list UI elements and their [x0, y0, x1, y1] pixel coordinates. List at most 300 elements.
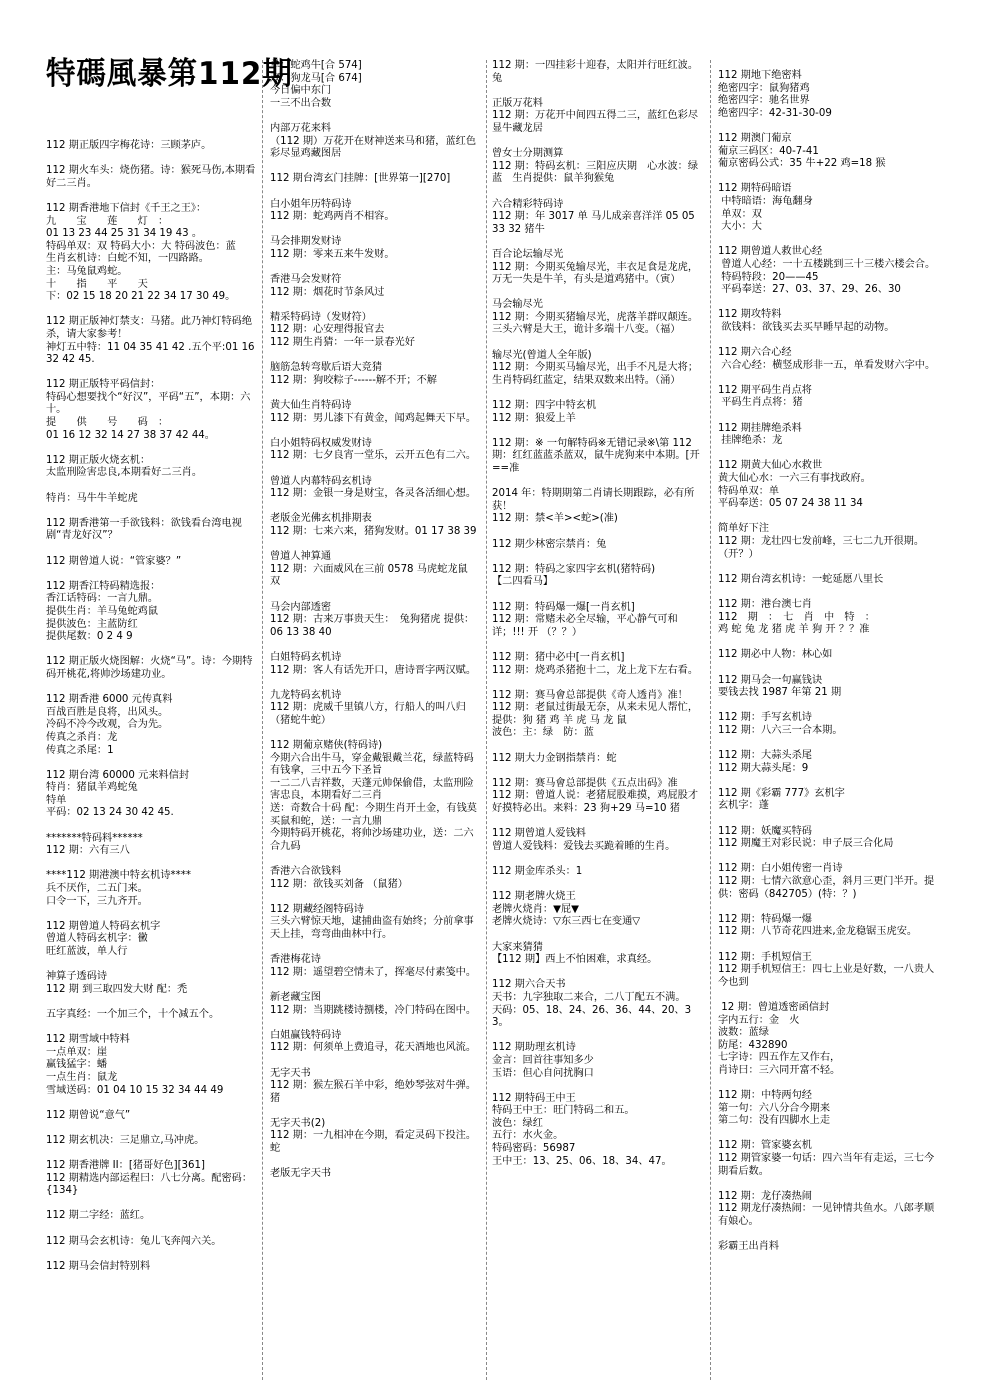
text-line: 112 期：当期跳楼诗捌楼，冷门特码在图中。 [270, 1004, 477, 1016]
text-line: 九龙特码玄机诗 [270, 689, 342, 701]
paragraph-gap [46, 442, 256, 455]
text-line: 112 期香江特码精选报： [46, 580, 161, 592]
text-line: 正版万花料 [492, 97, 543, 109]
text-line: 112 期：常赌未必全尽输，平心静气可和详；!!! 开 （？？） [492, 614, 678, 638]
text-line: 112 期正版四字梅花诗：三顾茅庐。 [46, 140, 212, 151]
text-line: 九 宝 莲 灯 ： [46, 215, 169, 227]
text-line: 要钱去找 1987 年第 21 期 [718, 687, 842, 699]
text-line: 01 16 12 32 14 27 38 37 42 44。 [46, 429, 215, 441]
paragraph-gap [270, 979, 480, 992]
text-line: 112 期：龙仔凑热闹 [718, 1190, 812, 1202]
text-line: 老版金光佛玄机排期表 [270, 513, 372, 525]
text-line: 绝密四字：42-31-30-09 [718, 107, 832, 119]
paragraph-gap [270, 639, 480, 652]
paragraph-gap [492, 287, 704, 300]
text-line: 112 期正版特平码信封： [46, 379, 161, 391]
paragraph-gap [492, 85, 704, 98]
text-line: 老牌火烧诗：▽东三西七在变通▽ [492, 916, 641, 928]
text-line: 112 期：妖魔买特码 [718, 825, 812, 837]
text-line: 112 期：一四挂彩十迎春，太阳并行旺红波。兔 [492, 60, 699, 84]
paragraph-gap [492, 589, 704, 602]
paragraph-gap [718, 448, 940, 461]
text-line: 兵不厌作，二五门来。 [46, 883, 148, 895]
text-line: 冷码不冷今改观，合为先。 [46, 719, 169, 731]
text-line: 112 期曾道人救世心经 [718, 246, 823, 258]
paragraph-gap [718, 700, 940, 713]
text-line: 112 期老牌火烧王 [492, 891, 576, 903]
paragraph-gap [46, 1248, 256, 1261]
paragraph-gap [270, 501, 480, 514]
paragraph-gap [718, 410, 940, 423]
text-line: 112 期曾道人爱钱料 [492, 828, 586, 840]
text-line: 下：02 15 18 20 21 22 34 17 30 49。 [46, 291, 236, 303]
text-line: 传真之杀尾：1 [46, 744, 114, 756]
paragraph-gap [718, 1128, 940, 1141]
text-line: 112 期：客人有话先开口，唐诗晋字两汉赋。 [270, 664, 477, 676]
text-line: 提供生肖：羊马兔蛇鸡鼠 [46, 605, 159, 617]
text-line: 112 期玄机决：三足鼎立,马冲虎。 [46, 1134, 205, 1146]
paragraph-gap [46, 1223, 256, 1236]
text-line: 112 期手机短信王：四七上业是好数，一八贵人今也到 [718, 964, 935, 988]
text-line: 马会排期发财诗 [270, 236, 342, 248]
paragraph-gap [718, 1178, 940, 1191]
text-line: 一点单双：崖 [46, 1046, 108, 1058]
text-line: 112 期特码王中王 [492, 1092, 576, 1104]
text-line: 112 期雪域中特料 [46, 1034, 130, 1046]
text-line: 今期特码开桃花，将帅沙场建功业，送：二六合九码 [270, 828, 474, 852]
text-line: 112 期：大蒜头杀尾 [718, 750, 812, 762]
paragraph-gap [718, 813, 940, 826]
text-line: 葡京三码区：40-7-41 [718, 145, 819, 157]
paragraph-gap [46, 757, 256, 770]
paragraph-gap [46, 1097, 256, 1110]
text-line: 【二四看马】 [492, 576, 554, 588]
paragraph-gap [718, 511, 940, 524]
text-line: 三头六臂惊天地，逮捕曲盗有始终；分前拿事天上挂，弯弯曲曲林中行。 [270, 916, 474, 940]
paragraph-gap [270, 262, 480, 275]
text-line: 第二句：没有四脚水上走 [718, 1115, 831, 1127]
text-line: 平码生肖点将：猪 [718, 397, 803, 409]
text-line: 特码单双：双 特码大小：大 特码波色：蓝 [46, 240, 236, 252]
text-line: 112 期：四字中特玄机 [492, 400, 597, 412]
text-line: 112 期藏经阁特码诗 [270, 903, 364, 915]
paragraph-gap [270, 161, 480, 174]
paragraph-gap [270, 1105, 480, 1118]
text-line: 特码特段：20——45 [718, 271, 819, 283]
text-line: 黄大仙生肖特码诗 [270, 400, 352, 412]
paragraph-gap [718, 662, 940, 675]
text-line: 六合心经：横竖成形非一五，单看发财六字中。 [718, 359, 936, 371]
text-line: 特码心想要找个“好汉”，平码“五”，本期：六十。 [46, 391, 251, 416]
text-line: 112 期：禁<羊><蛇>(准) [492, 513, 618, 525]
text-line: 送：奇数合十码 配：今期生肖开土金，有钱莫买鼠和蛇，送：一言九鼎 [270, 803, 477, 827]
text-line: 提供波色：主蓝防红 [46, 618, 138, 630]
text-line: 112 期：今期买马输尽光，出手不凡是大将；生肖特码红蓝定，结果双数来出特。（涌） [492, 362, 699, 386]
paragraph-gap [270, 387, 480, 400]
paragraph-gap [492, 425, 704, 438]
text-line: 112 期攻特料 [718, 309, 782, 321]
paragraph-gap [718, 120, 940, 133]
text-line: 黄大仙心水：一六三有事找政府。 [718, 473, 871, 484]
text-line: 提 供 号 码 ： [46, 417, 169, 429]
text-line: 香江话特码：一言九鼎。 [46, 593, 159, 605]
paragraph-gap [718, 737, 940, 750]
text-line: 112 期必中人物：林心如 [718, 649, 833, 661]
paragraph-gap [492, 337, 704, 350]
text-line: 单双：双 [718, 208, 762, 220]
text-line: 一点生肖：鼠龙 [46, 1071, 118, 1083]
text-line: 12 期：曾道透密函信封 [718, 1001, 830, 1013]
paragraph-gap [718, 561, 940, 574]
text-line: 112 期马会一句赢钱诀 [718, 674, 823, 686]
text-line: 112 期：万花开中间四五得二三，蓝红色彩尽显牛藏龙居 [492, 110, 699, 134]
text-line: 112 期：今期买兔输尽光，丰衣足食是龙虎，万无一失是牛羊，有头是道鸡猪中。（寅） [492, 261, 699, 286]
paragraph-gap [718, 1229, 940, 1242]
paragraph-gap [46, 1148, 256, 1161]
text-line: 112 期：猴左猴石羊中彩，绝妙琴弦对牛弹。 猪 [270, 1080, 482, 1104]
paragraph-gap [718, 297, 940, 310]
text-line: 平码奉送：27、03、37、29、26、30 [718, 284, 901, 296]
paragraph-gap [46, 959, 256, 972]
paragraph-gap [492, 1080, 704, 1093]
text-line: 112 期生肖猜：一年一景春光好 [270, 337, 415, 349]
text-line: 112 期：赛马會总部提供《奇人透肖》准！ [492, 689, 688, 701]
text-line: 112 期：七夕良宵一堂乐，云开五色有二六。 [270, 450, 477, 462]
text-line: 彩霸王出肖料 [718, 1241, 780, 1253]
paragraph-gap [46, 1122, 256, 1135]
text-line: ****112 期港澳中特玄机诗**** [46, 870, 191, 882]
text-line: 简单好下注 [718, 523, 769, 535]
paragraph-gap [718, 586, 940, 599]
text-line: 112 期正版神灯禁支：马猪。此乃神灯特码绝杀，请大家参考！ [46, 316, 253, 340]
text-line: 十 指 平 天 [46, 278, 148, 290]
paragraph-gap [492, 526, 704, 539]
text-line: 112 期曾说“意气” [46, 1109, 131, 1121]
text-line: 特肖：马牛牛羊蛇虎 [46, 492, 138, 504]
text-line: 挂牌绝杀：龙 [718, 435, 783, 447]
text-line: 112 期：特码爆一爆 [718, 913, 812, 925]
column-3 [492, 60, 704, 1385]
text-line: 香港梅花诗 [270, 954, 321, 966]
text-line: 112 期：港台澳七肖 [718, 598, 812, 610]
text-line: 112 期二字经：蓝红。 [46, 1210, 151, 1222]
text-line: 112 期挂牌绝杀料 [718, 422, 802, 434]
text-line: 生肖玄机诗：白蛇不知，一四路路。 [46, 253, 209, 265]
text-line: 112 期：狼爱上羊 [492, 412, 576, 424]
text-line: 曾道人内幕特码玄机诗 [270, 475, 372, 487]
paragraph-gap [492, 677, 704, 690]
text-line: 112 期：烧鸡杀猪抱十二，龙上龙下左右看。 [492, 664, 699, 676]
paragraph-gap [492, 551, 704, 564]
text-line: 112 期：虎威千里镇八方，行船人的叫八归（猪蛇牛蛇） [270, 702, 466, 726]
text-line: 香港马会发财符 [270, 274, 342, 286]
text-line: 112 期：一九相冲在今期，看定灵码下投注。蛇 [270, 1130, 477, 1155]
text-line: 112 期：七情六欲意心歪，斜月三更门半开。提供：密码（842705）(特：？) [718, 876, 935, 900]
text-line: 112 期葡京赌侠(特码诗) [270, 740, 383, 752]
text-line: 2014 年：特期期第二肖请长期跟踪，必有所获！ [492, 488, 695, 512]
text-line: 口令一下，三九齐开。 [46, 895, 148, 907]
text-line: 赢钱猛字：蟠 [46, 1059, 108, 1071]
text-line: 01 13 23 44 25 31 34 19 43 。 [46, 228, 203, 240]
paragraph-gap [46, 505, 256, 518]
paragraph-gap [46, 682, 256, 695]
text-line: 单：蛇鸡牛[合 574] [270, 60, 362, 71]
text-line: 白姐赢钱特码诗 [270, 1029, 342, 1041]
text-line: 主：马兔鼠鸡蛇。 [46, 265, 128, 277]
text-line: 五字真经：一个加三个，十个减五个。 [46, 1008, 220, 1020]
text-line: 特码单双：单 [718, 485, 780, 497]
column-divider [710, 60, 711, 1380]
text-line: 白姐特码玄机诗 [270, 651, 342, 663]
text-line: 白小姐特码权威发财诗 [270, 437, 372, 449]
text-line: 112 期：白小姐传密一肖诗 [718, 863, 843, 875]
text-line: 百战百胜是良将，出风头。 [46, 706, 169, 718]
text-line: 一三不出合数 [270, 97, 332, 109]
paragraph-gap [718, 334, 940, 347]
paragraph-gap [270, 589, 480, 602]
text-line: 天书：九字独取二来合，二八丁配五不满。 [492, 991, 686, 1003]
text-line: 112 期六合天书 [492, 979, 566, 991]
text-line: 香港六合欲钱料 [270, 866, 342, 877]
text-line: 112 期《彩霸 777》玄机字 [718, 787, 845, 799]
text-line: 112 期澳门葡京 [718, 132, 792, 144]
text-line: 112 期助理玄机诗 [492, 1042, 576, 1054]
text-line: 曾女士分期测算 [492, 148, 564, 160]
paragraph-gap [718, 901, 940, 914]
text-line: 112 期：男儿漆下有黄金，闻鸡起舞天下早。 [270, 412, 477, 424]
text-line: 新老藏宝图 [270, 991, 321, 1003]
paragraph-gap [492, 853, 704, 866]
paragraph-gap [46, 1198, 256, 1211]
text-line: 玉语：但心自问扰胸口 [492, 1067, 594, 1079]
text-line: 金言：回首往事知多少 [492, 1054, 594, 1066]
text-line: 特码王中王：旺门特码二和五。 [492, 1105, 635, 1117]
paragraph-gap [718, 372, 940, 385]
text-line: 112 期：特码之家四字玄机(猪特码) [492, 563, 656, 575]
paragraph-gap [492, 476, 704, 489]
text-line: 112 期地下绝密料 [718, 70, 802, 81]
text-line: 马会输尽光 [492, 299, 543, 311]
text-line: 传真之杀肖：龙 [46, 731, 118, 743]
paragraph-gap [492, 740, 704, 753]
text-line: 112 期香港第一手欲钱料：欲钱看台湾电视剧“青龙好汉”？ [46, 517, 242, 542]
text-line: 112 期：七来六来，猪狗发财。01 17 38 39 [270, 525, 477, 537]
text-line: 双：狗龙马[合 674] [270, 72, 362, 84]
text-line: 112 期：特码爆一爆[一肖玄机] [492, 601, 635, 613]
text-line: 112 期正版火烧图解：火烧“马”。诗：今期特码开桃花,将帅沙场建功业。 [46, 656, 253, 680]
text-line: 112 期曾道人特码玄机字 [46, 920, 161, 932]
paragraph-gap [270, 539, 480, 552]
text-line: 112 期六合心经 [718, 347, 792, 359]
paragraph-gap [492, 639, 704, 652]
text-line: 玄机字：蓬 [718, 800, 769, 812]
paragraph-gap [46, 820, 256, 833]
text-line: 112 期火车头：烧伤猪。诗：猴死马伤,本期看好二三肖。 [46, 165, 256, 189]
text-line: 今期六合出牛马，穿金戴银戴兰花，绿蓝特码有钱拿，三中五今下圣旨 [270, 752, 474, 777]
text-line: 112 期：管家婆玄机 [718, 1140, 812, 1152]
text-line: 鸡 蛇 兔 龙 猪 虎 羊 狗 开 ？？准 [718, 624, 870, 636]
text-line: 葡京密码公式：35 牛+22 鸡=18 猴 [718, 158, 886, 170]
text-line: 112 期正版火烧玄机： [46, 454, 151, 466]
text-line: 112 期：赛马會总部提供《五点出码》准 [492, 777, 678, 789]
text-line: 特码密码：56987 [492, 1143, 576, 1155]
text-line: 112 期台湾 60000 元来料信封 [46, 769, 190, 781]
paragraph-gap [718, 1078, 940, 1091]
text-line: 平码：02 13 24 30 42 45. [46, 807, 174, 819]
text-line: 绝密四字：鼠狗猪鸡 [718, 82, 810, 94]
paragraph-gap [46, 153, 256, 166]
text-line: 112 期平码生肖点将 [718, 384, 812, 396]
paragraph-gap [492, 387, 704, 400]
text-line: 内部万花来料 [270, 122, 332, 134]
text-line: 112 期金库杀头：1 [492, 866, 583, 877]
paragraph-gap [46, 304, 256, 317]
text-line: 112 期台湾玄门挂牌：[世界第一][270] [270, 173, 451, 185]
paragraph-gap [492, 136, 704, 149]
text-line: 112 期：中特两句经 [718, 1090, 812, 1102]
paragraph-gap [270, 891, 480, 904]
text-line: 112 期：老鼠过街最无奈，从来未见人帮忙， [492, 702, 699, 714]
text-line: 大家来猜猜 [492, 941, 543, 953]
column-2 [270, 60, 480, 1385]
text-line: 六合精彩特码诗 [492, 198, 564, 210]
text-line: 输尽光(曾道人全年版) [492, 349, 592, 361]
text-line: （112 期）万花开在财神送来马和猪，蓝红色彩尽显鸡藏图居 [270, 135, 477, 160]
text-line: 平码奉送：05 07 24 38 11 34 [718, 498, 863, 510]
text-line: 112 期：猪中必中[一肖玄机] [492, 651, 625, 663]
paragraph-gap [270, 425, 480, 438]
text-line: 112 期大蒜头尾：9 [718, 762, 809, 774]
column-1 [46, 140, 256, 1385]
text-line: 【112 期】西上不怕困难，求真经。 [492, 954, 658, 966]
column-divider [486, 60, 487, 1380]
paragraph-gap [46, 1022, 256, 1035]
text-line: 112 期：龙壮四七发前峰，三七二九开很期。（开？） [718, 535, 925, 560]
text-line: 提供尾数：0 2 4 9 [46, 631, 133, 643]
text-line: 神灯五中特：11 04 35 41 42 .五个平:01 16 32 42 45. [46, 341, 258, 366]
paragraph-gap [492, 765, 704, 778]
text-line: 112 期 到三取四发大财 配：禿 [46, 983, 188, 995]
text-line: 112 期管家婆一句话：四六当年有走运，三七今期看后数。 [718, 1153, 935, 1177]
text-line: 中特暗语：海龟翻身 [718, 195, 813, 207]
paragraph-gap [46, 858, 256, 871]
text-line: 七字诗：四五作左又作右， [718, 1052, 841, 1064]
text-line: 112 期少林密宗禁肖：兔 [492, 538, 607, 550]
paragraph-gap [270, 463, 480, 476]
text-line: 112 期：遥望碧空情未了，挥毫尽付素笺中。 [270, 966, 477, 978]
paragraph-gap [492, 1030, 704, 1043]
text-line: 白小姐年历特码诗 [270, 198, 352, 210]
text-line: 波数：蓝绿 [718, 1027, 769, 1039]
paragraph-gap [718, 989, 940, 1002]
paragraph-gap [718, 637, 940, 650]
text-line: 精采特码诗（发财符） [270, 311, 372, 323]
text-line: 太监刑险害忠良,本期看好二三肖。 [46, 467, 203, 479]
text-line: 112 期：古来万事贵天生： 兔狗猪虎 提供：06 13 38 40 [270, 614, 475, 638]
text-line: 112 期香港牌 II：[猪哥好色][361] [46, 1160, 205, 1172]
text-line: 112 期马会信封特别料 [46, 1260, 151, 1272]
text-line: 112 期精选内部运程曰：八七分离。配密码：{134} [46, 1172, 253, 1197]
column-divider [262, 60, 263, 1380]
paragraph-gap [270, 299, 480, 312]
text-line: 百合论坛输尽光 [492, 248, 564, 260]
text-line: 一二二八吉祥数，天蓬元帅保偷借，太监刑险害忠良，本期看好二三肖 [270, 777, 474, 802]
paragraph-gap [46, 480, 256, 493]
text-line: 提供：狗 猪 鸡 羊 虎 马 龙 鼠 [492, 714, 627, 726]
paragraph-gap [492, 929, 704, 942]
paragraph-gap [270, 1156, 480, 1169]
paragraph-gap [270, 224, 480, 237]
text-line: 波色：主：绿 防：蓝 [492, 727, 594, 739]
text-line: 112 期：蛇鸡两肖不相容。 [270, 211, 395, 223]
text-line: 绝密四字：驰名世界 [718, 95, 810, 107]
text-line: 112 期：年 3017 单 马儿成亲喜洋洋 05 05 33 32 猪牛 [492, 211, 699, 235]
text-line: 五行：水火金。 [492, 1130, 564, 1142]
text-line: 第一句：六八分合今期来 [718, 1102, 831, 1114]
text-line: 老版无字天书 [270, 1168, 332, 1180]
text-line: 112 期香港 6000 元传真料 [46, 694, 173, 706]
paragraph-gap [270, 1055, 480, 1068]
text-line: 112 期：金银一身是财宝，各灵各活细心想。 [270, 488, 477, 500]
text-line: 防尾：432890 [718, 1039, 788, 1051]
paragraph-gap [46, 908, 256, 921]
text-line: 波色：绿红 [492, 1117, 543, 1129]
text-line: 112 期：手机短信王 [718, 951, 812, 963]
paragraph-gap [718, 171, 940, 184]
page-title: 特碼風暴第112期 [46, 56, 293, 92]
paragraph-gap [46, 568, 256, 581]
paragraph-gap [270, 110, 480, 123]
paragraph-gap [270, 186, 480, 199]
paragraph-gap [270, 1017, 480, 1030]
text-line: 112 期：八节奇花四进来,金龙稳锯玉虎安。 [718, 926, 918, 938]
paragraph-gap [270, 942, 480, 955]
text-line: 马会内部透密 [270, 601, 332, 613]
text-line: 112 期曾道人说：“管家婆？” [46, 555, 182, 567]
text-line: 天码：05、18、24、26、36、44、20、33。 [492, 1004, 692, 1029]
paragraph-gap [270, 853, 480, 866]
text-line: 112 期：欲钱买刘备 （鼠猪） [270, 878, 408, 890]
paragraph-gap [492, 879, 704, 892]
paragraph-gap [492, 816, 704, 829]
text-line: 旺红蓝波，单人行 [46, 946, 128, 957]
text-line: 112 期黄大仙心水救世 [718, 460, 823, 472]
text-line: 特肖：猪鼠羊鸡蛇兔 [46, 782, 138, 794]
text-line: 脑筋急转弯歇后语大竞猜 [270, 362, 383, 374]
text-line: 欲钱料：欲钱买去买早睡早起的动物。 [718, 321, 895, 333]
column-4 [718, 70, 940, 1385]
text-line: 曾道人神算通 [270, 551, 332, 563]
text-line: 112 期：心安理得报官去 [270, 324, 385, 336]
text-line: 112 期：今期买猪输尽光，虎落羊群叹颠连。三头六臂是大王，诡计多端十八变。（福） [492, 311, 699, 336]
text-line: 无字天书 [270, 1067, 311, 1079]
text-line: 112 期：六有三八 [46, 845, 130, 857]
text-line: 112 期魔王对彩民说：申子辰三合化局 [718, 838, 894, 850]
text-line: 112 期龙仔凑热闹：一见钟情共鱼水。八郎孝顺有娘心。 [718, 1203, 935, 1228]
text-line: 今日偏中东门 [270, 85, 332, 97]
text-line: 112 期大力金钢指禁肖：蛇 [492, 752, 617, 764]
text-line: 112 期：何须单上费追寻，花天酒地也风流。 [270, 1042, 477, 1054]
text-line: 曾道人爱钱料：爱钱去买跪着睡的生肖。 [492, 840, 676, 852]
text-line: 神算子透码诗 [46, 971, 108, 983]
text-line: 112 期：烟花时节条风过 [270, 286, 385, 298]
paragraph-gap [492, 236, 704, 249]
text-line: 112 期：狗咬粽子------解不开；不解 [270, 374, 437, 386]
text-line: 肖诗曰：三六同开富不轻。 [718, 1064, 841, 1076]
paragraph-gap [492, 967, 704, 980]
text-line: 112 期：手写玄机诗 [718, 712, 812, 724]
paragraph-gap [718, 775, 940, 788]
